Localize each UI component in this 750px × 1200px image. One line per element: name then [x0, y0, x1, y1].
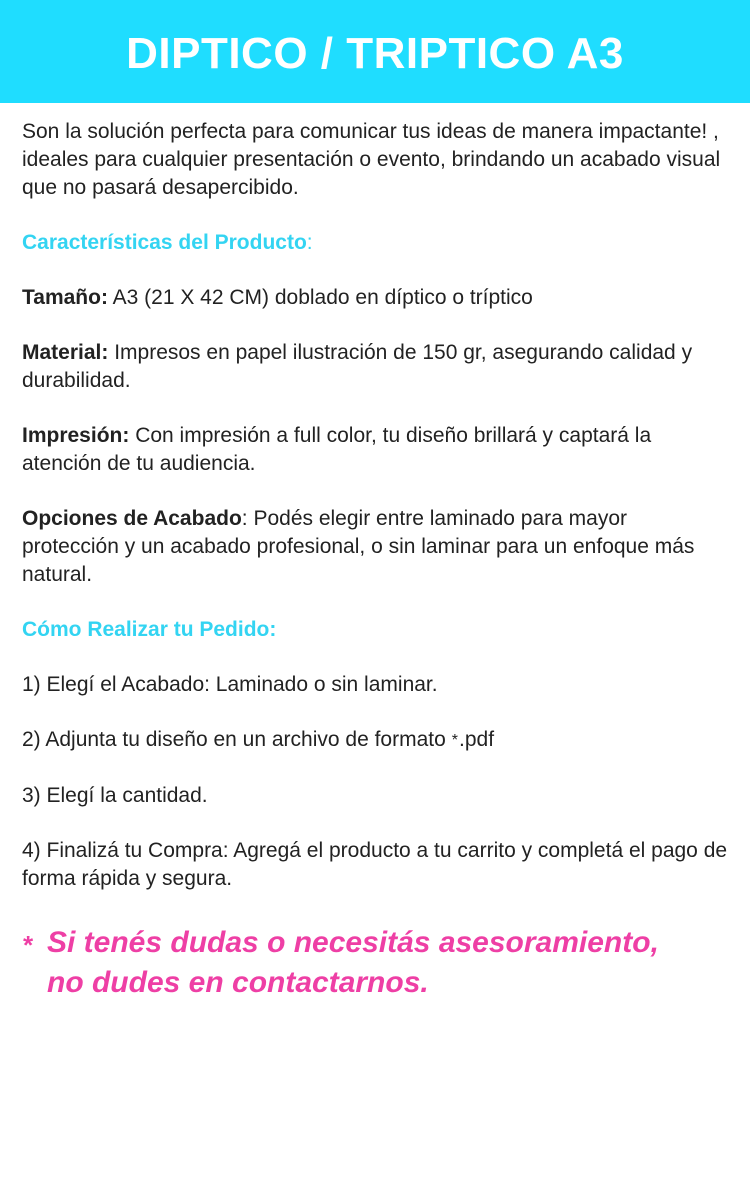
order-step-2 — [22, 726, 728, 755]
order-section-title: Cómo Realizar tu Pedido: — [22, 618, 277, 641]
feature-finish-options — [22, 505, 728, 589]
feature-size-text: A3 (21 X 42 CM) doblado en díptico o tríptico — [107, 286, 533, 309]
page-title: DIPTICO / TRIPTICO A3 — [126, 28, 624, 78]
contact-callout — [22, 923, 728, 1003]
order-step-2-format: .pdf — [459, 728, 495, 751]
description-content — [0, 103, 750, 1003]
order-step-1: 1) Elegí el Acabado: Laminado o sin laminar. — [22, 673, 438, 696]
order-step-4: 4) Finalizá tu Compra: Agregá el producto a tu carrito y completá el pago de forma rápida y segura. — [22, 839, 728, 890]
callout-line-2: no dudes en contactarnos. — [47, 966, 429, 999]
feature-finish-label: Opciones de Acabado — [22, 507, 242, 530]
header-banner — [0, 0, 750, 103]
intro-paragraph: Son la solución perfecta para comunicar tus ideas de manera impactante! , ideales para cualquier presentación o evento, brindando un acabado visual que no pasará desapercibido. — [22, 120, 721, 199]
feature-material-label: Material: — [22, 341, 109, 364]
callout-line-1: Si tenés dudas o necesitás asesoramiento, — [47, 926, 659, 959]
feature-size — [22, 284, 728, 312]
features-title-text: Características del Producto — [22, 231, 307, 254]
order-step-2-text: 2) Adjunta tu diseño en un archivo de formato — [22, 728, 446, 751]
features-title-suffix: : — [306, 231, 313, 254]
feature-printing-text: Con impresión a full color, tu diseño brillará y captará la atención de tu audiencia. — [22, 424, 652, 475]
feature-printing — [22, 422, 728, 478]
asterisk-icon: * — [22, 930, 33, 960]
feature-finish-text: : Podés elegir entre laminado para mayor protección y un acabado profesional, o sin laminar para un enfoque más natural. — [22, 507, 695, 586]
feature-material-text: Impresos en papel ilustración de 150 gr, asegurando calidad y durabilidad. — [22, 341, 693, 392]
feature-printing-label: Impresión: — [22, 424, 130, 447]
feature-material — [22, 339, 728, 395]
asterisk-icon: * — [451, 732, 459, 749]
order-step-3: 3) Elegí la cantidad. — [22, 784, 208, 807]
feature-size-label: Tamaño: — [22, 286, 108, 309]
features-section-title — [22, 229, 728, 257]
